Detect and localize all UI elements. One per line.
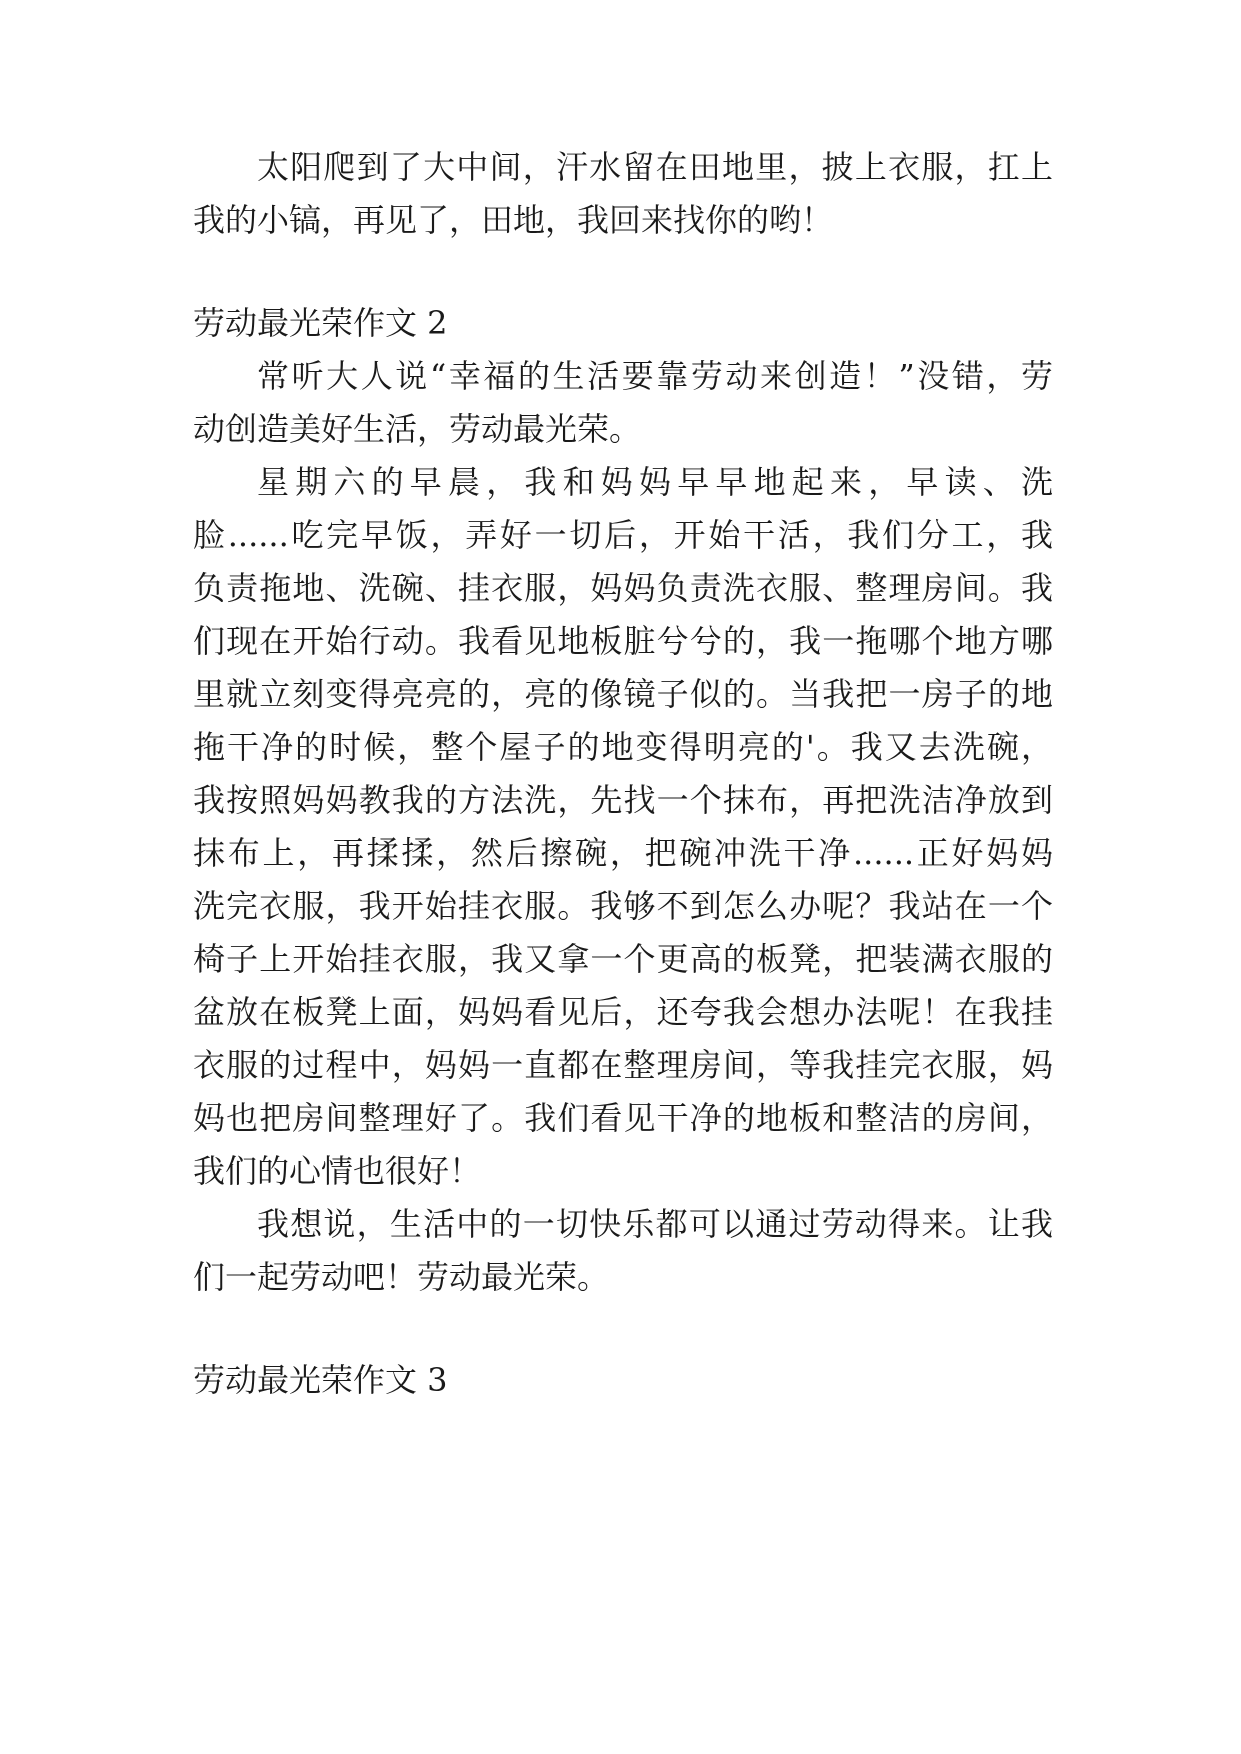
paragraph-line: 我的小镐，再见了，田地，我回来找你的哟！ bbox=[193, 201, 834, 239]
paragraph-line: 脸......吃完早饭，弄好一切后，开始干活，我们分工，我 bbox=[193, 516, 1053, 554]
paragraph-line: 负责拖地、洗碗、挂衣服，妈妈负责洗衣服、整理房间。我 bbox=[193, 569, 1053, 607]
paragraph-line: 盆放在板凳上面，妈妈看见后，还夸我会想办法呢！在我挂 bbox=[193, 993, 1053, 1031]
paragraph-line: 们现在开始行动。我看见地板脏兮兮的，我一拖哪个地方哪 bbox=[193, 622, 1053, 660]
paragraph-line: 星期六的早晨，我和妈妈早早地起来，早读、洗 bbox=[257, 463, 1053, 501]
paragraph-line: 我想说，生活中的一切快乐都可以通过劳动得来。让我 bbox=[257, 1205, 1053, 1243]
paragraph-line: 妈也把房间整理好了。我们看见干净的地板和整洁的房间， bbox=[193, 1099, 1053, 1137]
essay-title: 劳动最光荣作文 2 bbox=[193, 304, 448, 342]
paragraph-line: 拖干净的时候，整个屋子的地变得明亮的'。我又去洗碗， bbox=[193, 728, 1053, 766]
paragraph-line: 太阳爬到了大中间，汗水留在田地里，披上衣服，扛上 bbox=[257, 148, 1053, 186]
paragraph-line: 衣服的过程中，妈妈一直都在整理房间，等我挂完衣服，妈 bbox=[193, 1046, 1053, 1084]
paragraph-line: 我们的心情也很好！ bbox=[193, 1152, 482, 1190]
paragraph-line: 洗完衣服，我开始挂衣服。我够不到怎么办呢？我站在一个 bbox=[193, 887, 1053, 925]
paragraph-line: 里就立刻变得亮亮的，亮的像镜子似的。当我把一房子的地 bbox=[193, 675, 1053, 713]
essay-title: 劳动最光荣作文 3 bbox=[193, 1361, 448, 1399]
paragraph-line: 常听大人说“幸福的生活要靠劳动来创造！”没错，劳 bbox=[257, 357, 1053, 395]
paragraph-line: 椅子上开始挂衣服，我又拿一个更高的板凳，把装满衣服的 bbox=[193, 940, 1053, 978]
paragraph-line: 我按照妈妈教我的方法洗，先找一个抹布，再把洗洁净放到 bbox=[193, 781, 1053, 819]
paragraph-line: 们一起劳动吧！劳动最光荣。 bbox=[193, 1258, 610, 1296]
paragraph-line: 抹布上，再揉揉，然后擦碗，把碗冲洗干净......正好妈妈 bbox=[193, 834, 1053, 872]
paragraph-line: 动创造美好生活，劳动最光荣。 bbox=[193, 410, 642, 448]
